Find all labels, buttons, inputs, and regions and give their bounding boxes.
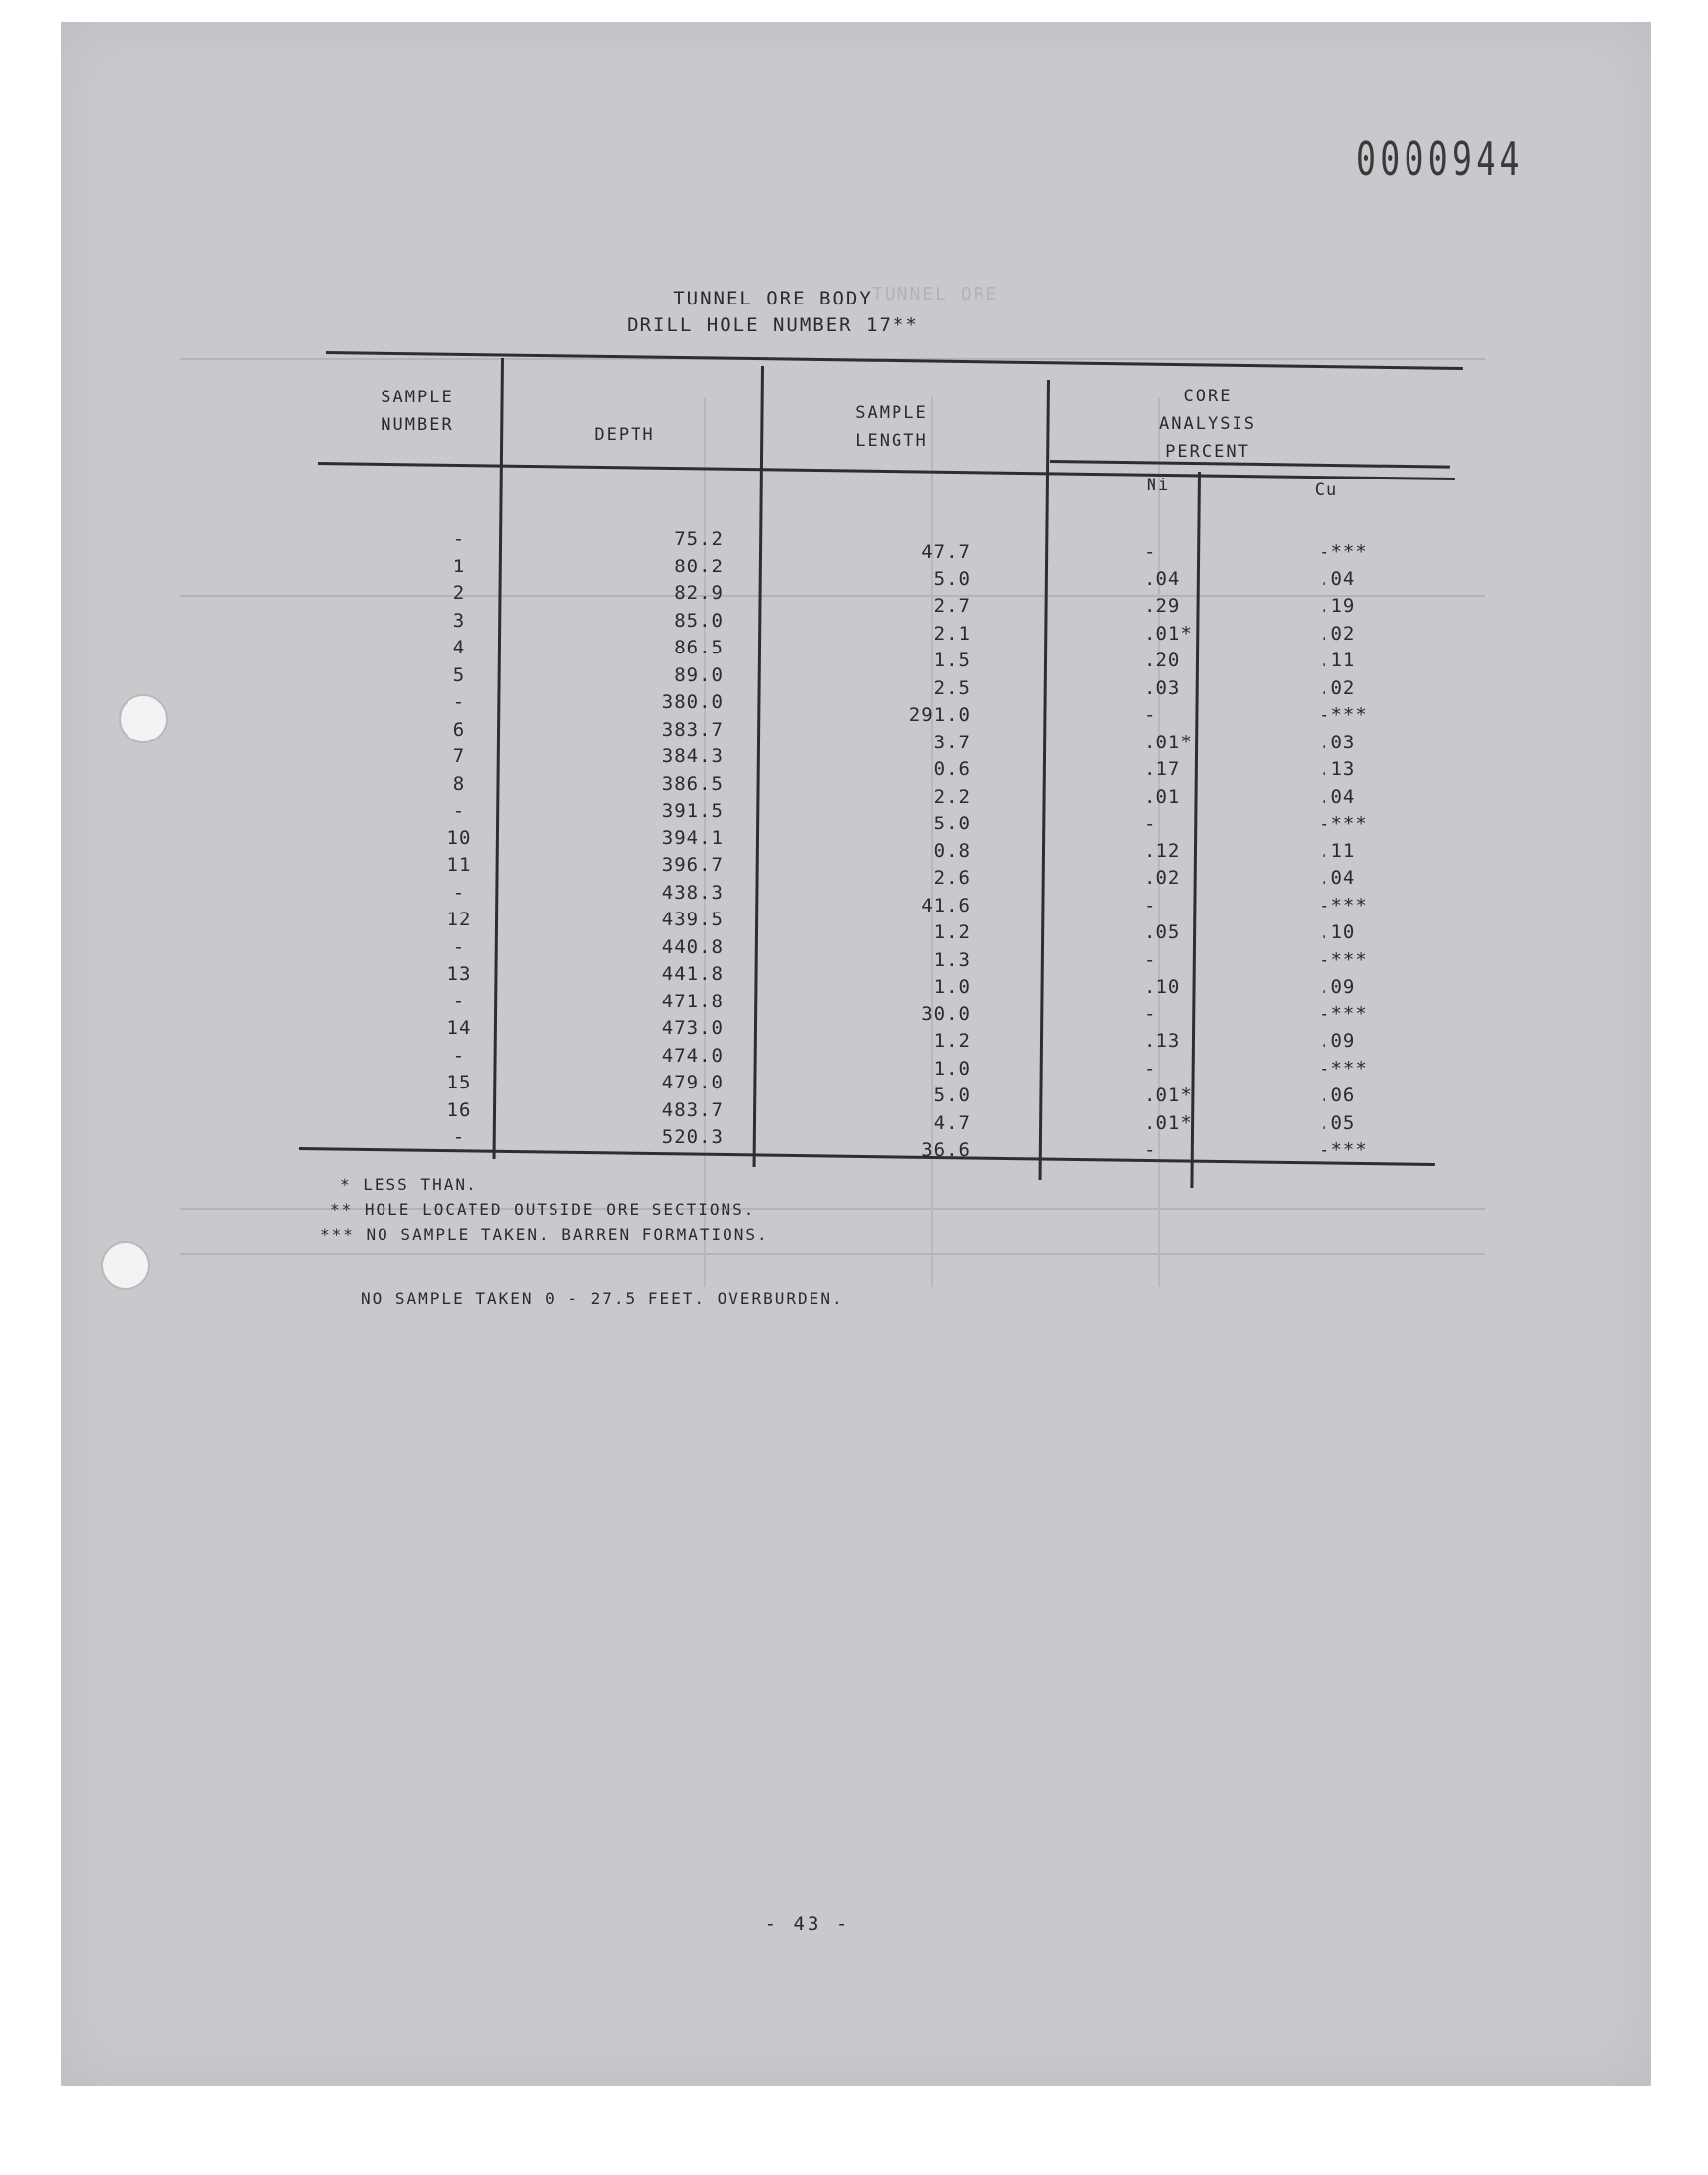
ni-cell: - <box>1144 1139 1156 1161</box>
footnote-no-sample: *** NO SAMPLE TAKEN. BARREN FORMATIONS. <box>320 1225 769 1244</box>
ni-cell: .04 <box>1144 567 1181 590</box>
sample-number-cell: - <box>452 528 466 550</box>
header-sample-length-line-2: LENGTH <box>855 431 928 451</box>
sample-number-cell: - <box>452 990 466 1012</box>
ni-cell: .20 <box>1144 650 1181 671</box>
ni-column <box>1144 539 1223 1165</box>
cu-cell: .02 <box>1319 622 1356 645</box>
sample-number-cell: 7 <box>452 745 466 767</box>
cu-cell: .10 <box>1319 921 1356 943</box>
depth-cell: 440.8 <box>661 935 724 958</box>
sample-length-cell: 2.6 <box>933 867 971 889</box>
header-sample-length-line-1: SAMPLE <box>855 403 928 423</box>
ni-cell: - <box>1144 1002 1156 1025</box>
cu-column <box>1319 539 1408 1165</box>
sample-number-cell: 16 <box>446 1098 471 1121</box>
header-depth: DEPTH <box>594 425 655 445</box>
depth-cell: 474.0 <box>661 1044 724 1067</box>
column-divider-1 <box>493 358 504 1159</box>
table-title-line-1: TUNNEL ORE BODY <box>673 288 873 309</box>
ni-cell: .01 <box>1144 785 1181 808</box>
sample-length-cell: 36.6 <box>921 1139 971 1161</box>
ni-cell: - <box>1144 541 1156 563</box>
cu-cell: .13 <box>1319 758 1356 780</box>
ni-cell: .05 <box>1144 921 1181 943</box>
sample-length-column <box>892 539 971 1165</box>
depth-cell: 394.1 <box>661 826 724 849</box>
depth-cell: 80.2 <box>674 555 724 577</box>
bleed-through-rule <box>180 595 1485 597</box>
sample-number-cell: 10 <box>446 826 471 849</box>
sample-number-cell: - <box>452 1126 466 1148</box>
depth-cell: 384.3 <box>661 745 724 767</box>
depth-cell: 85.0 <box>674 609 724 632</box>
header-sample-number <box>358 384 476 439</box>
sample-length-cell: 291.0 <box>908 704 971 726</box>
column-divider-2 <box>753 366 764 1167</box>
header-sample-number-line-1: SAMPLE <box>381 388 454 407</box>
column-divider-3 <box>1039 380 1050 1180</box>
depth-cell: 86.5 <box>674 637 724 658</box>
header-cu: Cu <box>1314 480 1339 500</box>
footnote-less-than: * LESS THAN. <box>340 1175 478 1194</box>
cu-cell: -*** <box>1319 1002 1368 1025</box>
cu-cell: .02 <box>1319 676 1356 699</box>
depth-cell: 483.7 <box>661 1098 724 1121</box>
depth-cell: 75.2 <box>674 528 724 550</box>
sample-length-cell: 30.0 <box>921 1002 971 1025</box>
ni-cell: .02 <box>1144 867 1181 889</box>
sample-number-cell: - <box>452 1044 466 1067</box>
header-core-analysis-line-1: CORE <box>1183 387 1233 406</box>
header-core-analysis-line-2: ANALYSIS <box>1159 414 1256 434</box>
table-top-rule <box>326 351 1463 370</box>
sample-number-cell: - <box>452 881 466 904</box>
sample-length-cell: 1.2 <box>933 921 971 943</box>
ni-cell: .12 <box>1144 839 1181 862</box>
cu-cell: .04 <box>1319 785 1356 808</box>
binder-hole-bottom <box>101 1241 150 1290</box>
depth-cell: 438.3 <box>661 881 724 904</box>
sample-number-cell: 2 <box>452 582 466 604</box>
header-sample-number-line-2: NUMBER <box>381 415 454 435</box>
ni-cell: - <box>1144 894 1156 916</box>
cu-cell: -*** <box>1319 948 1368 971</box>
sample-number-cell: 14 <box>446 1017 471 1039</box>
cu-cell: -*** <box>1319 704 1368 726</box>
sample-length-cell: 2.7 <box>933 595 971 617</box>
ni-cell: .01* <box>1144 1111 1193 1134</box>
sample-length-cell: 0.8 <box>933 839 971 862</box>
sample-length-cell: 1.2 <box>933 1030 971 1052</box>
cu-cell: .11 <box>1319 650 1356 671</box>
cu-cell: -*** <box>1319 813 1368 834</box>
cu-cell: .04 <box>1319 567 1356 590</box>
cu-cell: .09 <box>1319 976 1356 998</box>
cu-cell: .03 <box>1319 731 1356 753</box>
sample-number-cell: 15 <box>446 1072 471 1093</box>
ni-cell: .01* <box>1144 1085 1193 1106</box>
ni-cell: .01* <box>1144 731 1193 753</box>
sample-length-cell: 5.0 <box>933 567 971 590</box>
sample-number-column <box>429 526 488 1152</box>
sample-number-cell: 4 <box>452 637 466 658</box>
depth-cell: 473.0 <box>661 1017 724 1039</box>
depth-cell: 391.5 <box>661 800 724 822</box>
sample-length-cell: 1.0 <box>933 976 971 998</box>
depth-cell: 380.0 <box>661 691 724 713</box>
document-number: 0000944 <box>1356 132 1524 186</box>
sample-length-cell: 1.0 <box>933 1057 971 1080</box>
binder-hole-top <box>119 694 168 743</box>
page-number: - 43 - <box>764 1913 851 1935</box>
bleed-through-title: TUNNEL ORE <box>872 284 999 304</box>
sample-length-cell: 4.7 <box>933 1111 971 1134</box>
depth-cell: 386.5 <box>661 772 724 795</box>
ni-cell: - <box>1144 813 1156 834</box>
cu-cell: -*** <box>1319 1139 1368 1161</box>
ni-cell: - <box>1144 1057 1156 1080</box>
ni-cell: .17 <box>1144 758 1181 780</box>
cu-cell: .06 <box>1319 1085 1356 1106</box>
cu-cell: .05 <box>1319 1111 1356 1134</box>
depth-cell: 89.0 <box>674 663 724 686</box>
ni-cell: - <box>1144 704 1156 726</box>
ni-cell: .13 <box>1144 1030 1181 1052</box>
header-core-analysis <box>1134 383 1282 466</box>
sample-number-cell: 6 <box>452 718 466 740</box>
ni-cell: .01* <box>1144 622 1193 645</box>
cu-cell: -*** <box>1319 541 1368 563</box>
depth-cell: 441.8 <box>661 963 724 985</box>
ni-cell: .29 <box>1144 595 1181 617</box>
sample-number-cell: - <box>452 691 466 713</box>
ni-cell: .10 <box>1144 976 1181 998</box>
sample-length-cell: 1.3 <box>933 948 971 971</box>
sample-length-cell: 47.7 <box>921 541 971 563</box>
ni-cell: .03 <box>1144 676 1181 699</box>
cu-cell: .19 <box>1319 595 1356 617</box>
depth-cell: 439.5 <box>661 909 724 930</box>
sample-number-cell: 12 <box>446 909 471 930</box>
sample-number-cell: 8 <box>452 772 466 795</box>
sample-number-cell: 13 <box>446 963 471 985</box>
depth-column <box>635 526 724 1152</box>
sample-length-cell: 2.5 <box>933 676 971 699</box>
document-page <box>61 22 1651 2086</box>
sample-length-cell: 2.2 <box>933 785 971 808</box>
depth-cell: 396.7 <box>661 854 724 876</box>
sample-number-cell: - <box>452 935 466 958</box>
header-core-analysis-line-3: PERCENT <box>1165 442 1250 462</box>
cu-cell: .04 <box>1319 867 1356 889</box>
depth-cell: 383.7 <box>661 718 724 740</box>
footnote-hole-location: ** HOLE LOCATED OUTSIDE ORE SECTIONS. <box>330 1200 756 1219</box>
cu-cell: .09 <box>1319 1030 1356 1052</box>
sample-number-cell: 1 <box>452 555 466 577</box>
sample-number-cell: - <box>452 800 466 822</box>
header-ni: Ni <box>1146 476 1171 495</box>
sample-length-cell: 41.6 <box>921 894 971 916</box>
ni-cell: - <box>1144 948 1156 971</box>
sample-length-cell: 2.1 <box>933 622 971 645</box>
sample-length-cell: 1.5 <box>933 650 971 671</box>
depth-cell: 479.0 <box>661 1072 724 1093</box>
sample-length-cell: 5.0 <box>933 1085 971 1106</box>
table-title-line-2: DRILL HOLE NUMBER 17** <box>627 314 919 336</box>
sample-number-cell: 5 <box>452 663 466 686</box>
header-sample-length <box>822 399 961 455</box>
sample-length-cell: 0.6 <box>933 758 971 780</box>
overburden-note: NO SAMPLE TAKEN 0 - 27.5 FEET. OVERBURDEN. <box>361 1289 844 1308</box>
cu-cell: .11 <box>1319 839 1356 862</box>
sample-number-cell: 11 <box>446 854 471 876</box>
depth-cell: 471.8 <box>661 990 724 1012</box>
bleed-through-rule <box>180 1253 1485 1255</box>
cu-cell: -*** <box>1319 894 1368 916</box>
depth-cell: 82.9 <box>674 582 724 604</box>
sample-length-cell: 5.0 <box>933 813 971 834</box>
depth-cell: 520.3 <box>661 1126 724 1148</box>
cu-cell: -*** <box>1319 1057 1368 1080</box>
sample-length-cell: 3.7 <box>933 731 971 753</box>
sample-number-cell: 3 <box>452 609 466 632</box>
